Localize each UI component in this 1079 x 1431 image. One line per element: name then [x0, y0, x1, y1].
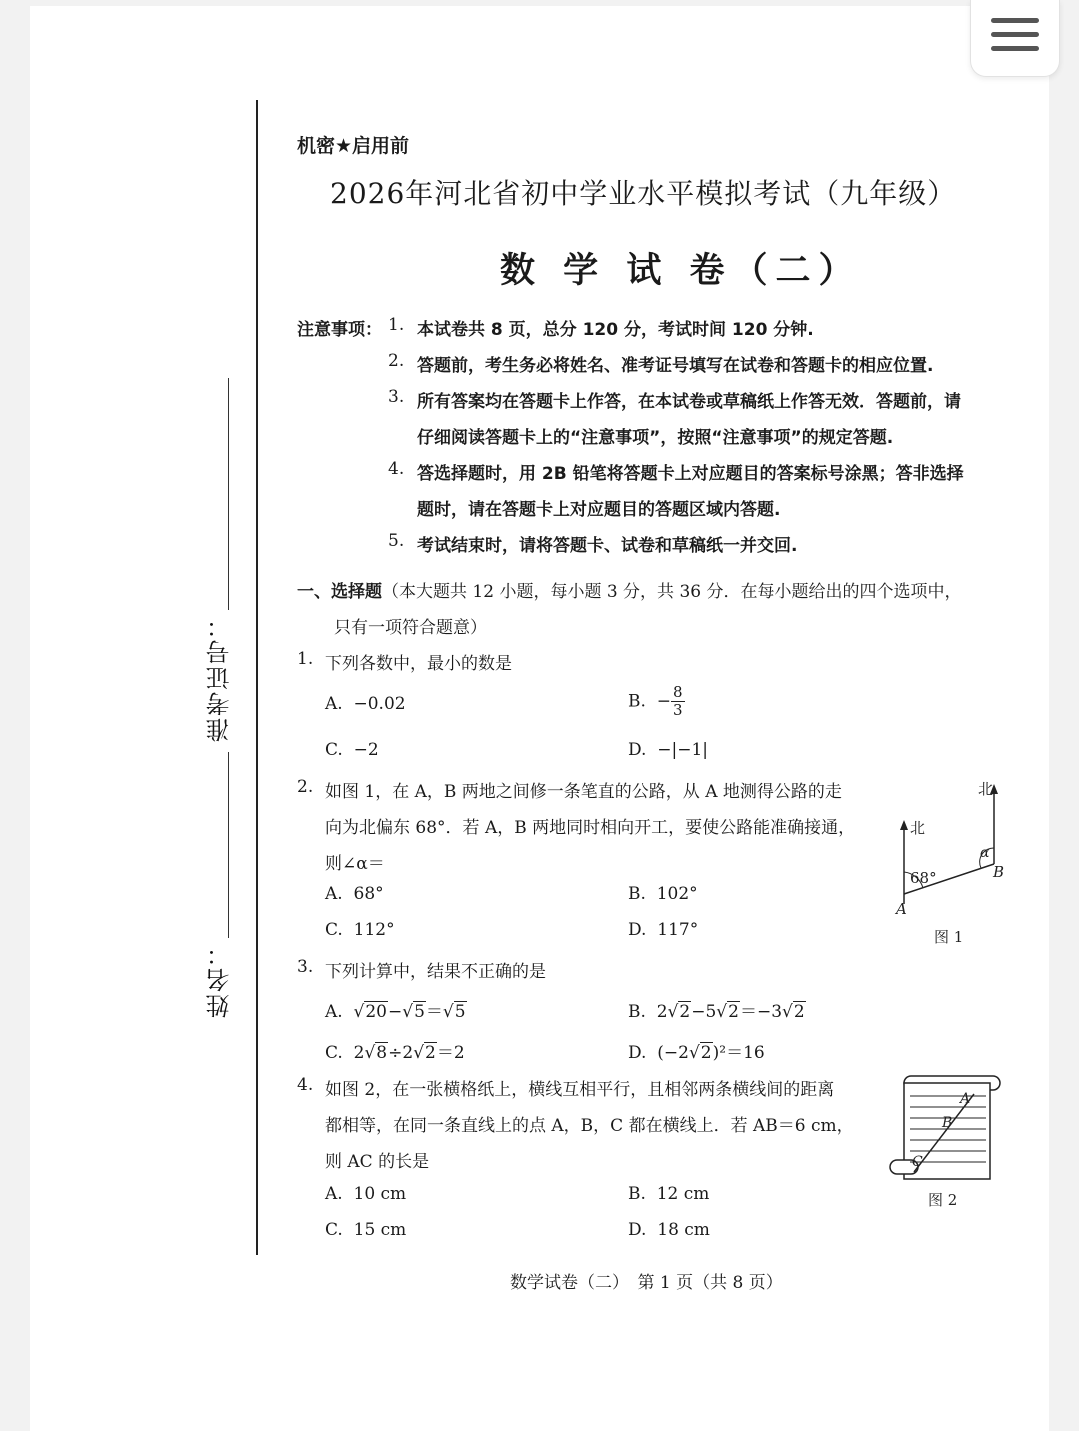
option-c[interactable] [325, 920, 395, 940]
fraction-numerator: 8 [672, 683, 683, 701]
option-label: B. [628, 1002, 646, 1022]
option-label: D. [628, 920, 647, 940]
math-op: − [387, 1002, 403, 1022]
radicand: 8 [376, 1043, 388, 1063]
page-footer: 数学试卷（二） 第 1 页（共 8 页） [510, 1273, 783, 1293]
option-a[interactable] [325, 1184, 406, 1204]
option-text: 112° [353, 920, 395, 940]
figure-caption: 图 2 [928, 1191, 958, 1209]
option-label: D. [628, 1220, 647, 1240]
option-text: 102° [656, 884, 698, 904]
note-text: 答选择题时，用 2B 铅笔将答题卡上对应题目的答案标号涂黑；答非选择 [417, 464, 964, 484]
radicand: 2 [728, 1002, 739, 1022]
exam-id-blank [228, 378, 229, 610]
option-a[interactable] [325, 884, 384, 904]
angle-label-68: 68° [910, 869, 937, 887]
option-label: A. [325, 1002, 343, 1022]
option-label: B. [628, 1184, 646, 1204]
question-number: 4. [297, 1075, 314, 1095]
option-label: B. [628, 884, 646, 904]
menu-icon-bar [991, 32, 1039, 37]
option-text: 10 cm [353, 1184, 407, 1204]
coefficient: 2 [656, 1002, 668, 1022]
option-a[interactable] [325, 694, 406, 714]
section-heading-row [297, 577, 962, 602]
note-number: 1. [388, 315, 405, 335]
option-text: 12 cm [656, 1184, 710, 1204]
binding-line [256, 100, 258, 1255]
option-label: A. [325, 1184, 343, 1204]
option-label: D. [628, 740, 647, 760]
question-number: 2. [297, 777, 314, 797]
radicand: 5 [414, 1002, 425, 1022]
name-blank [228, 752, 229, 938]
math-op: )²＝16 [712, 1043, 765, 1063]
paper-title: 数 学 试 卷（二） [500, 251, 862, 291]
coefficient: 2 [353, 1043, 365, 1063]
option-c[interactable] [325, 1220, 406, 1240]
question-stem: 下列计算中，结果不正确的是 [325, 962, 546, 982]
option-text: −|−1| [657, 740, 709, 760]
fraction-sign: − [656, 691, 671, 712]
option-c[interactable]: C. 2√8÷2√2＝2 [325, 1043, 465, 1063]
note-number: 4. [388, 459, 405, 479]
option-label: C. [325, 740, 343, 760]
radicand: 20 [365, 1002, 387, 1022]
option-d[interactable]: D. (−2√2)²＝16 [628, 1043, 765, 1063]
question-stem: 如图 2，在一张横格纸上，横线互相平行，且相邻两条横线间的距离 [325, 1080, 835, 1100]
note-number: 3. [388, 387, 405, 407]
math-op: ＝ [425, 1002, 443, 1022]
note-text: 考试结束时，请将答题卡、试卷和草稿纸一并交回. [417, 536, 798, 556]
math-op: ＝2 [436, 1043, 465, 1063]
point-a-label: A [960, 1091, 971, 1107]
option-b[interactable] [628, 884, 698, 904]
note-number: 2. [388, 351, 405, 371]
notes-label: 注意事项： [297, 320, 382, 340]
option-d[interactable] [628, 920, 698, 940]
option-label: A. [325, 884, 343, 904]
option-d[interactable] [628, 1220, 710, 1240]
figure-2 [886, 1072, 1006, 1214]
point-c-label: C [912, 1154, 923, 1170]
menu-button[interactable] [970, 0, 1060, 77]
name-label: 姓名： [206, 940, 234, 1018]
option-b[interactable] [628, 684, 685, 719]
option-b[interactable] [628, 1184, 709, 1204]
option-label: C. [325, 920, 343, 940]
option-b[interactable]: B. 2√2−5√2＝−3√2 [628, 1002, 805, 1022]
section-heading: 一、选择题 [297, 582, 382, 602]
point-b-label: B [942, 1115, 953, 1131]
question-stem: 都相等，在同一条直线上的点 A，B，C 都在横线上．若 AB＝6 cm， [325, 1116, 854, 1136]
section-description-cont: 只有一项符合题意） [334, 618, 487, 638]
radicand: 2 [679, 1002, 691, 1022]
option-label: A. [325, 694, 343, 714]
option-text: −0.02 [353, 694, 406, 714]
note-text: 本试卷共 8 页，总分 120 分，考试时间 120 分钟. [417, 320, 814, 340]
question-stem: 则∠α＝ [325, 854, 385, 874]
point-a-label: A [896, 900, 907, 918]
math-op: −5 [691, 1002, 717, 1022]
note-text: 题时，请在答题卡上对应题目的答题区域内答题. [417, 500, 781, 520]
question-stem: 向为北偏东 68°．若 A，B 两地同时相向开工，要使公路能准确接通， [325, 818, 856, 838]
option-label: C. [325, 1043, 343, 1063]
option-text: 117° [657, 920, 699, 940]
option-label: D. [628, 1043, 647, 1063]
point-b-label: B [993, 863, 1005, 881]
option-text: 15 cm [353, 1220, 407, 1240]
radicand: 2 [425, 1043, 436, 1063]
radicand: 5 [454, 1002, 466, 1022]
north-label-a: 北 [910, 819, 926, 837]
north-arrowhead-a [900, 820, 908, 830]
question-number: 3. [297, 957, 314, 977]
figure-1 [890, 776, 1016, 952]
note-number: 5. [388, 531, 405, 551]
exam-page [30, 6, 1049, 1431]
secret-label: 机密★启用前 [297, 135, 410, 157]
option-a[interactable]: A. √20−√5＝√5 [325, 1002, 466, 1022]
option-text: 68° [353, 884, 384, 904]
option-label: B. [628, 691, 646, 712]
radicand: 2 [700, 1043, 712, 1063]
option-d[interactable] [628, 740, 708, 760]
exam-id-label: 准考证号： [206, 612, 234, 742]
note-text: 仔细阅读答题卡上的“注意事项”，按照“注意事项”的规定答题. [417, 428, 894, 448]
north-label-b: 北 [978, 780, 994, 798]
question-number: 1. [297, 649, 314, 669]
fraction [671, 684, 685, 719]
note-text: 所有答案均在答题卡上作答，在本试卷或草稿纸上作答无效．答题前，请 [417, 392, 961, 412]
figure-caption: 图 1 [934, 928, 964, 946]
menu-icon [991, 18, 1039, 23]
menu-icon-bar [991, 46, 1039, 51]
option-c[interactable] [325, 740, 379, 760]
radicand: 2 [793, 1002, 805, 1022]
option-label: C. [325, 1220, 343, 1240]
math-op: ＝−3 [739, 1002, 783, 1022]
fraction-denominator: 3 [672, 701, 683, 719]
question-stem: 则 AC 的长是 [325, 1152, 430, 1172]
question-stem: 如图 1，在 A，B 两地之间修一条笔直的公路，从 A 地测得公路的走 [325, 782, 842, 802]
note-text: 答题前，考生务必将姓名、准考证号填写在试卷和答题卡的相应位置. [417, 356, 934, 376]
math-op: (−2 [657, 1043, 689, 1063]
math-op: ÷2 [388, 1043, 414, 1063]
exam-title: 2026年河北省初中学业水平模拟考试（九年级） [330, 177, 957, 210]
option-text: −2 [353, 740, 379, 760]
option-text: 18 cm [657, 1220, 710, 1240]
angle-label-alpha: α [980, 845, 990, 861]
section-description: （本大题共 12 小题，每小题 3 分，共 36 分．在每小题给出的四个选项中， [382, 582, 962, 602]
question-stem: 下列各数中，最小的数是 [325, 654, 512, 674]
